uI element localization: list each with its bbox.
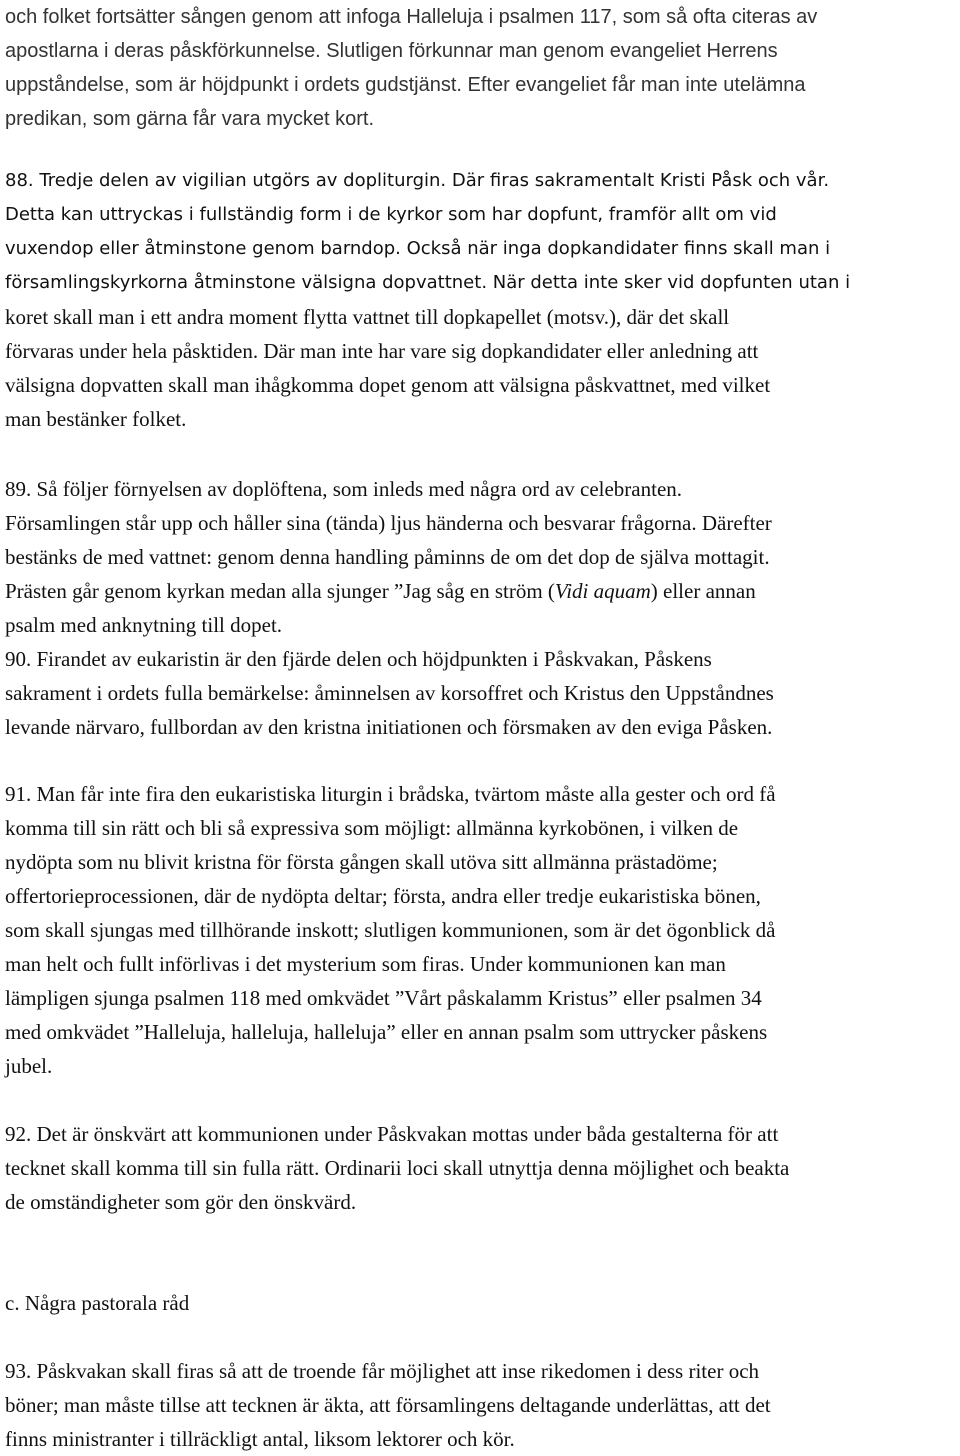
paragraph-89-text: ) eller annan	[650, 579, 756, 603]
intro-line: predikan, som gärna får vara mycket kort.	[5, 108, 375, 130]
paragraph-89-italic-title: Vidi aquam	[554, 579, 651, 603]
paragraph-89-line: Församlingen står upp och håller sina (tända) ljus händerna och besvarar frågorna. Därefter	[5, 511, 772, 535]
paragraph-89-line: bestänks de med vattnet: genom denna handling påminns de om det dop de själva mottagit.	[5, 545, 770, 569]
paragraph-88-line: man bestänker folket.	[5, 407, 187, 431]
paragraph-92-line: 92. Det är önskvärt att kommunionen under Påskvakan mottas under båda gestalterna för att	[5, 1122, 779, 1146]
paragraph-90-line: sakrament i ordets fulla bemärkelse: åminnelsen av korsoffret och Kristus den Uppståndnes	[5, 681, 774, 705]
section-heading: c. Några pastorala råd	[5, 1291, 190, 1315]
paragraph-91-line: som skall sjungas med tillhörande inskott; slutligen kommunionen, som är det ögonblick då	[5, 918, 776, 942]
paragraph-89-line: psalm med anknytning till dopet.	[5, 613, 283, 637]
paragraph-89-line	[5, 574, 756, 608]
paragraph-89-line: 89. Så följer förnyelsen av doplöftena, som inleds med några ord av celebranten.	[5, 477, 683, 501]
paragraph-91-line: man helt och fullt införlivas i det mysterium som firas. Under kommunionen kan man	[5, 952, 726, 976]
paragraph-90-line: 90. Firandet av eukaristin är den fjärde delen och höjdpunkten i Påskvakan, Påskens	[5, 647, 712, 671]
paragraph-88-line: vuxendop eller åtminstone genom barndop. Också när inga dopkandidater finns skall man i	[5, 238, 831, 259]
paragraph-91-line: offertorieprocessionen, där de nydöpta deltar; första, andra eller tredje eukaristiska bönen,	[5, 884, 761, 908]
paragraph-93-line: 93. Påskvakan skall firas så att de troende får möjlighet att inse rikedomen i dess riter och	[5, 1359, 760, 1383]
paragraph-91-line: med omkvädet ”Halleluja, halleluja, halleluja” eller en annan psalm som uttrycker påskens	[5, 1020, 768, 1044]
paragraph-93-line: finns ministranter i tillräckligt antal, liksom lektorer och kör.	[5, 1427, 515, 1451]
paragraph-91-line: komma till sin rätt och bli så expressiva som möjligt: allmänna kyrkobönen, i vilken de	[5, 816, 739, 840]
paragraph-91-line: 91. Man får inte fira den eukaristiska liturgin i brådska, tvärtom måste alla gester och ord få	[5, 782, 776, 806]
intro-line: och folket fortsätter sången genom att infoga Halleluja i psalmen 117, som så ofta citeras av	[5, 6, 818, 28]
paragraph-88-line: förvaras under hela påsktiden. Där man inte har vare sig dopkandidater eller anledning att	[5, 339, 759, 363]
paragraph-88-line: 88. Tredje delen av vigilian utgörs av dopliturgin. Där firas sakramentalt Kristi Påsk och vår.	[5, 170, 830, 191]
paragraph-91-line: nydöpta som nu blivit kristna för första gången skall utöva sitt allmänna prästadöme;	[5, 850, 718, 874]
paragraph-91-line: lämpligen sjunga psalmen 118 med omkvädet ”Vårt påskalamm Kristus” eller psalmen 34	[5, 986, 762, 1010]
paragraph-93-line: böner; man måste tillse att tecknen är äkta, att församlingens deltagande underlättas, att det	[5, 1393, 771, 1417]
paragraph-89-text: Prästen går genom kyrkan medan alla sjunger ”Jag såg en ström (	[5, 579, 555, 603]
paragraph-92-line: tecknet skall komma till sin fulla rätt. Ordinarii loci skall utnyttja denna möjlighet och beakta	[5, 1156, 790, 1180]
intro-line: uppståndelse, som är höjdpunkt i ordets gudstjänst. Efter evangeliet får man inte utelämna	[5, 74, 806, 96]
paragraph-90-line: levande närvaro, fullbordan av den kristna initiationen och försmaken av den eviga Påsken.	[5, 715, 773, 739]
paragraph-91-line: jubel.	[5, 1054, 53, 1078]
paragraph-88-line: församlingskyrkorna åtminstone välsigna dopvattnet. När detta inte sker vid dopfunten utan i	[5, 272, 851, 293]
paragraph-88-line: Detta kan uttryckas i fullständig form i de kyrkor som har dopfunt, framför allt om vid	[5, 204, 777, 225]
intro-line: apostlarna i deras påskförkunnelse. Slutligen förkunnar man genom evangeliet Herrens	[5, 40, 778, 62]
paragraph-92-line: de omständigheter som gör den önskvärd.	[5, 1190, 357, 1214]
paragraph-88-line: koret skall man i ett andra moment flytta vattnet till dopkapellet (motsv.), där det skall	[5, 305, 730, 329]
paragraph-88-line: välsigna dopvatten skall man ihågkomma dopet genom att välsigna påskvattnet, med vilket	[5, 373, 771, 397]
